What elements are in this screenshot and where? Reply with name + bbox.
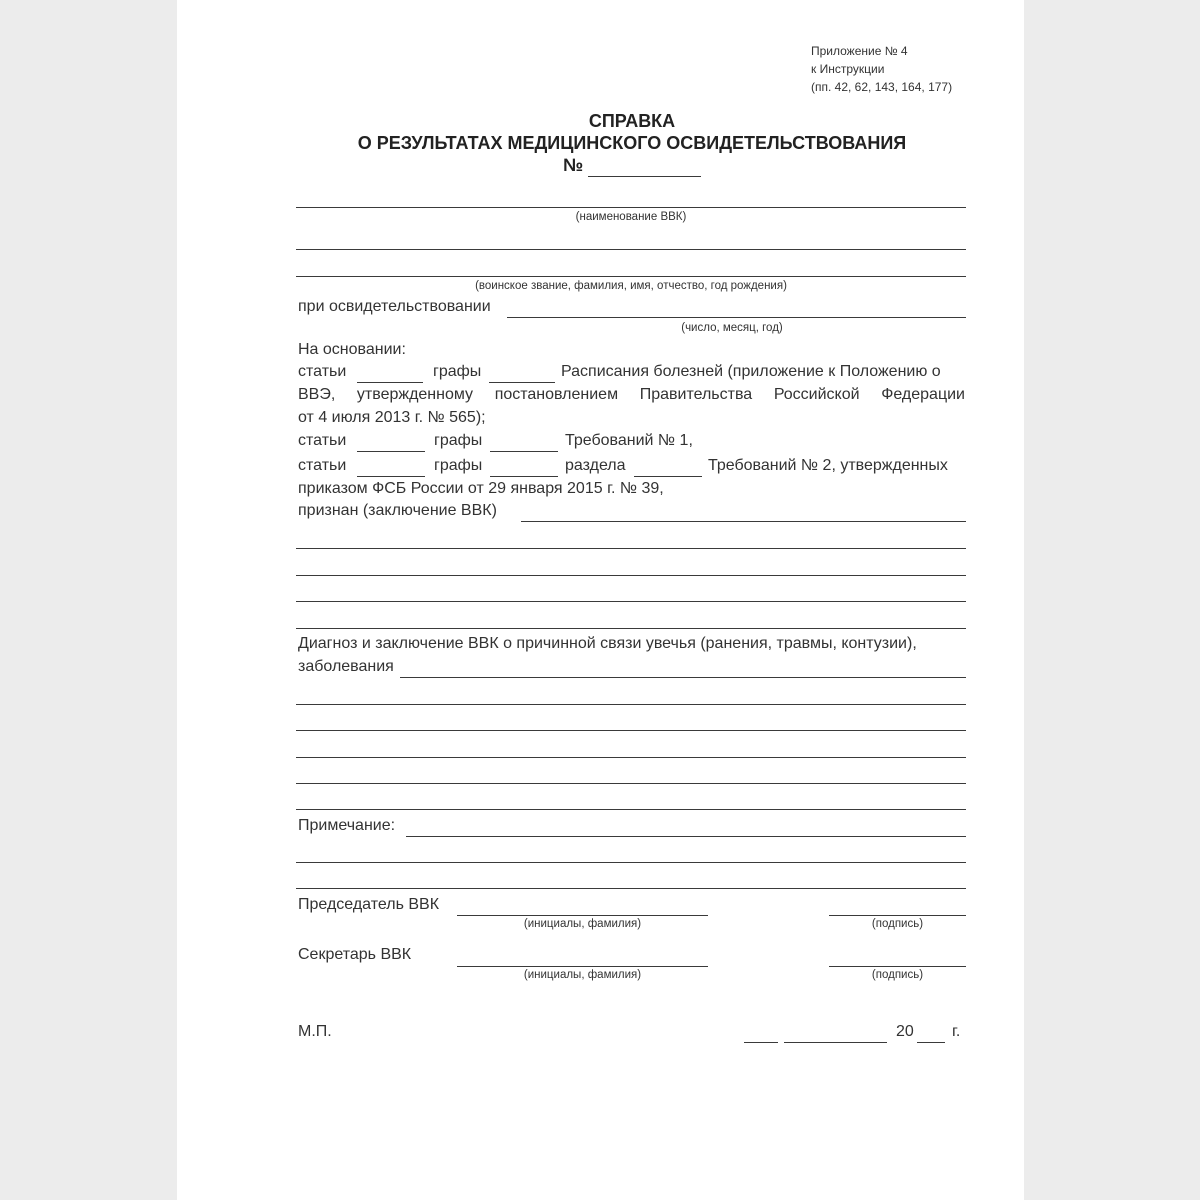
note-line-2	[296, 862, 966, 863]
person-line-2	[296, 276, 966, 277]
fsb-order-line: приказом ФСБ России от 29 января 2015 г. № 39,	[298, 480, 664, 497]
conclusion-line-3	[296, 575, 966, 576]
date-year-line	[917, 1042, 945, 1043]
diagnosis-line-2	[296, 704, 966, 705]
basis-label: На основании:	[298, 341, 406, 358]
note-line-1	[406, 836, 966, 837]
chairman-name-hint: (инициалы, фамилия)	[523, 918, 642, 930]
column-label-3: графы	[434, 457, 483, 474]
person-line-1	[296, 249, 966, 250]
diagnosis-line-6	[296, 809, 966, 810]
chairman-label: Председатель ВВК	[298, 896, 440, 913]
vvk-name-hint: (наименование ВВК)	[575, 211, 687, 223]
diagnosis-line-1	[400, 677, 966, 678]
diagnosis-line-3	[296, 730, 966, 731]
diagnosis-line-4	[296, 757, 966, 758]
conclusion-line-5	[296, 628, 966, 629]
document-title: СПРАВКА	[588, 111, 676, 131]
chairman-name-line	[457, 915, 708, 916]
date-month-line	[784, 1042, 887, 1043]
diagnosis-label-cont: заболевания	[298, 658, 394, 675]
article-label-2: статьи	[298, 432, 347, 449]
column-field-2	[490, 451, 558, 452]
number-label: №	[563, 155, 584, 175]
article-label-3: статьи	[298, 457, 347, 474]
requirements-2: Требований № 2, утвержденных	[708, 457, 948, 474]
examination-date-line	[507, 317, 966, 318]
requirements-1: Требований № 1,	[565, 432, 693, 449]
note-label: Примечание:	[298, 817, 396, 834]
secretary-label: Секретарь ВВК	[298, 946, 412, 963]
note-line-3	[296, 888, 966, 889]
conclusion-line-4	[296, 601, 966, 602]
secretary-name-hint: (инициалы, фамилия)	[523, 969, 642, 981]
examination-label: при освидетельствовании	[298, 298, 491, 315]
appendix-line-3: (пп. 42, 62, 143, 164, 177)	[811, 80, 953, 94]
date-day-line	[744, 1042, 778, 1043]
document-page	[177, 0, 1024, 1200]
chairman-signature-line	[829, 915, 966, 916]
chairman-signature-hint: (подпись)	[871, 918, 924, 930]
secretary-signature-hint: (подпись)	[871, 969, 924, 981]
appendix-line-1: Приложение № 4	[811, 44, 908, 58]
conclusion-line-2	[296, 548, 966, 549]
section-field	[634, 476, 702, 477]
year-suffix: г.	[952, 1023, 961, 1040]
person-hint: (воинское звание, фамилия, имя, отчество, год рождения)	[475, 280, 787, 292]
diagnosis-line-5	[296, 783, 966, 784]
year-prefix: 20	[896, 1023, 914, 1040]
document-subtitle: О РЕЗУЛЬТАТАХ МЕДИЦИНСКОГО ОСВИДЕТЕЛЬСТВОВАНИЯ	[357, 133, 907, 153]
conclusion-line-1	[521, 521, 966, 522]
approved-line: ВВЭ, утвержденному постановлением Правительства Российской Федерации	[298, 386, 965, 403]
decree-line: от 4 июля 2013 г. № 565);	[298, 409, 486, 426]
column-field-3	[490, 476, 558, 477]
article-label-1: статьи	[298, 363, 347, 380]
recognized-label: признан (заключение ВВК)	[298, 502, 497, 519]
column-label-2: графы	[434, 432, 483, 449]
date-hint: (число, месяц, год)	[681, 322, 783, 334]
schedule-text: Расписания болезней (приложение к Положению о	[561, 363, 941, 380]
article-field-1	[357, 382, 423, 383]
document-number	[563, 155, 583, 176]
column-field-1	[489, 382, 555, 383]
vvk-name-line	[296, 207, 966, 208]
secretary-name-line	[457, 966, 708, 967]
secretary-signature-line	[829, 966, 966, 967]
column-label-1: графы	[433, 363, 482, 380]
appendix-line-2: к Инструкции	[811, 62, 885, 76]
stamp-label: М.П.	[298, 1023, 332, 1040]
article-field-2	[357, 451, 425, 452]
diagnosis-label: Диагноз и заключение ВВК о причинной связи увечья (ранения, травмы, контузии),	[298, 635, 917, 652]
article-field-3	[357, 476, 425, 477]
number-field-line	[588, 176, 701, 177]
section-label: раздела	[565, 457, 626, 474]
